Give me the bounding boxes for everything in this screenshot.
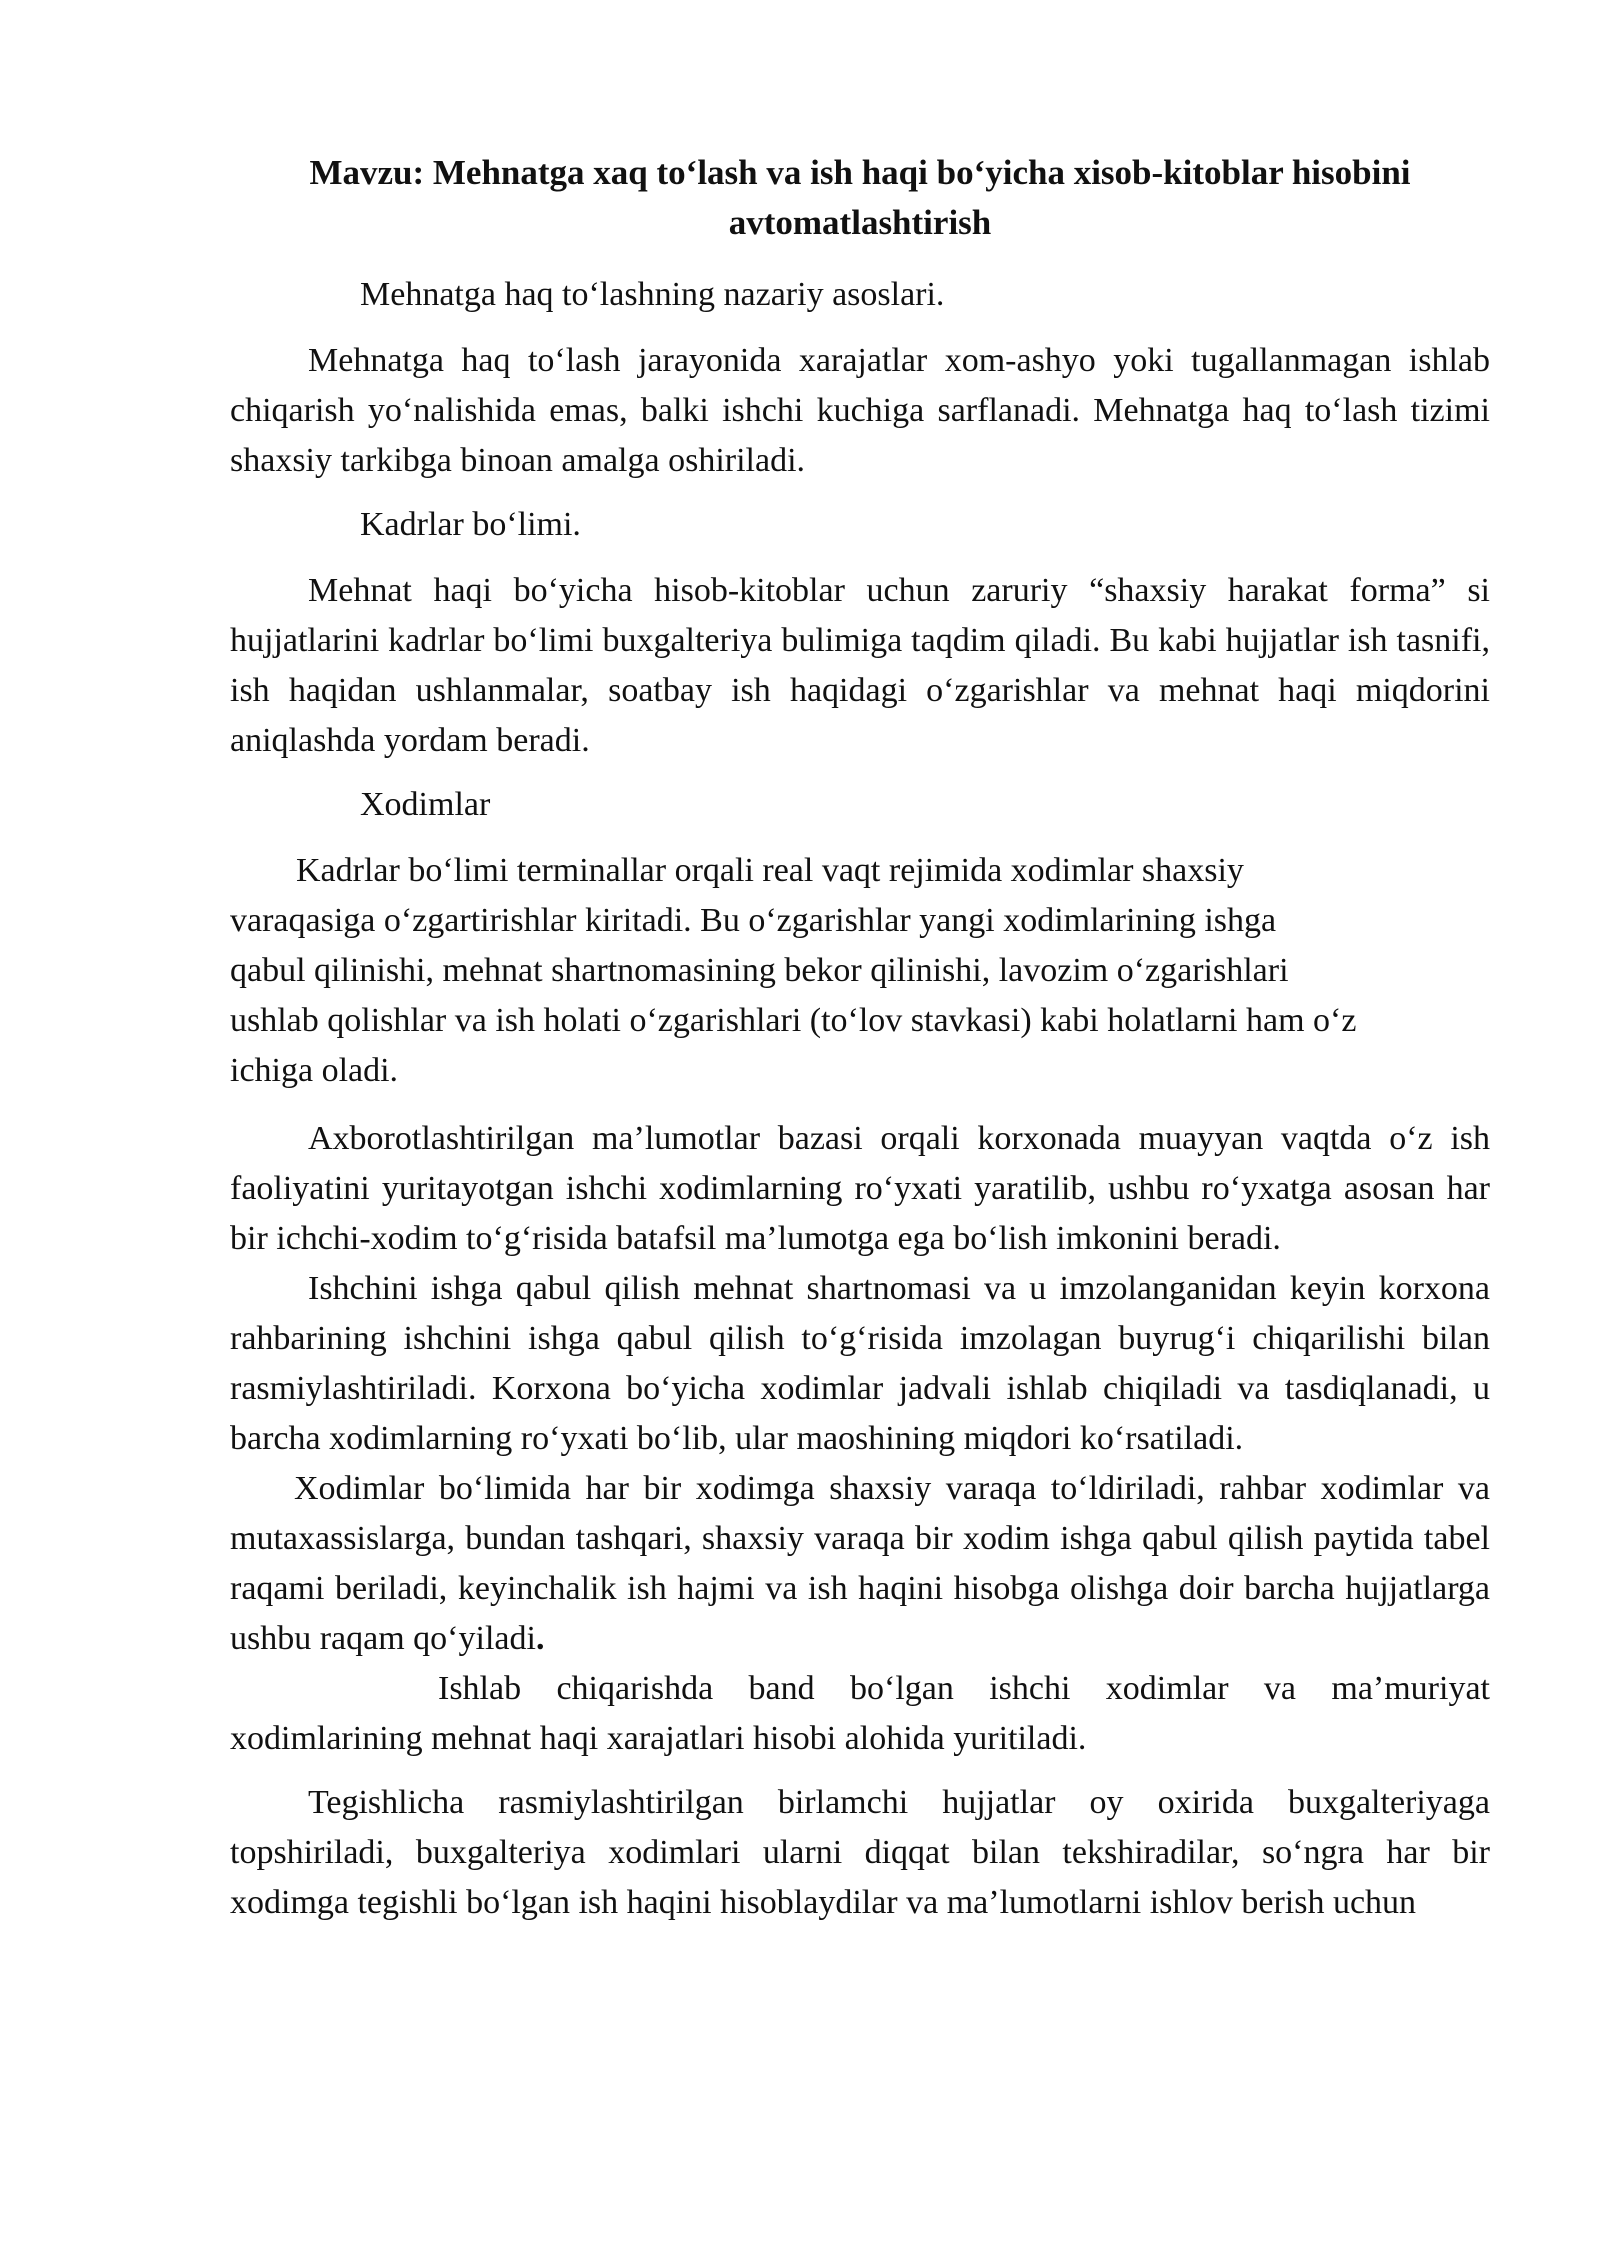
paragraph-hiring: Ishchini ishga qabul qilish mehnat shartnomasi va u imzolanganidan keyin korxona rahbarining ishchini ishga qabul qilish to‘g‘risida imzolagan buyrug‘i chiqarilishi bilan rasmiylashtiriladi. Korxona bo‘yicha xodimlar jadvali ishlab chiqiladi va tasdiqlanadi, u barcha xodimlarning ro‘yxati bo‘lib, ular maoshining miqdori ko‘rsatiladi. bbox=[230, 1270, 1490, 1457]
paragraph-line: ichiga oladi. bbox=[230, 1052, 399, 1089]
section-heading-theory: Mehnatga haq to‘lashning nazariy asoslari. bbox=[360, 276, 945, 313]
section-heading-hr-department: Kadrlar bo‘limi. bbox=[360, 506, 581, 543]
paragraph-line: qabul qilinishi, mehnat shartnomasining bekor qilinishi, lavozim o‘zgarishlari bbox=[230, 952, 1289, 989]
paragraph-personal-card bbox=[230, 1464, 1490, 1664]
document-title: Mavzu: Mehnatga xaq to‘lash va ish haqi bo‘yicha xisob-kitoblar hisobini avtomatlashtirish bbox=[309, 153, 1411, 242]
paragraph-line: varaqasiga o‘zgartirishlar kiritadi. Bu o‘zgarishlar yangi xodimlarining ishga bbox=[230, 902, 1277, 939]
paragraph-text: Xodimlar bo‘limida har bir xodimga shaxsiy varaqa to‘ldiriladi, rahbar xodimlar va mutaxassislarga, bundan tashqari, shaxsiy varaqa bir xodim ishga qabul qilish paytida tabel raqami beriladi, keyinchalik ish hajmi va ish haqini hisobga olishga doir barcha hujjatlarga ushbu raqam qo‘yiladi bbox=[230, 1470, 1490, 1657]
paragraph-primary-documents: Tegishlicha rasmiylashtirilgan birlamchi hujjatlar oy oxirida buxgalteriyaga topshiriladi, buxgalteriya xodimlari ularni diqqat bilan tekshiradilar, so‘ngra har bir xodimga tegishli bo‘lgan ish haqini hisoblaydilar va ma’lumotlarni ishlov berish uchun bbox=[230, 1784, 1490, 1921]
paragraph-end-mark: . bbox=[535, 1620, 545, 1657]
paragraph-payment-costs: Mehnatga haq to‘lash jarayonida xarajatlar xom-ashyo yoki tugallanmagan ishlab chiqarish yo‘nalishida emas, balki ishchi kuchiga sarflanadi. Mehnatga haq to‘lash tizimi shaxsiy tarkibga binoan amalga oshiriladi. bbox=[230, 342, 1490, 479]
paragraph-cost-accounting: Ishlab chiqarishda band bo‘lgan ishchi xodimlar va ma’muriyat xodimlarining mehnat haqi xarajatlari hisobi alohida yuritiladi. bbox=[230, 1670, 1490, 1757]
paragraph-line: Kadrlar bo‘limi terminallar orqali real vaqt rejimida xodimlar shaxsiy bbox=[296, 852, 1244, 889]
paragraph-database: Axborotlashtirilgan ma’lumotlar bazasi orqali korxonada muayyan vaqtda o‘z ish faoliyatini yuritayotgan ishchi xodimlarning ro‘yxati yaratilib, ushbu ro‘yxatga asosan har bir ichchi-xodim to‘g‘risida batafsil ma’lumotga ega bo‘lish imkonini beradi. bbox=[230, 1120, 1490, 1257]
document-body bbox=[230, 148, 1490, 1928]
paragraph-hr-documents: Mehnat haqi bo‘yicha hisob-kitoblar uchun zaruriy “shaxsiy harakat forma” si hujjatlarini kadrlar bo‘limi buxgalteriya bulimiga taqdim qiladi. Bu kabi hujjatlar ish tasnifi, ish haqidan ushlanmalar, soatbay ish haqidagi o‘zgarishlar va mehnat haqi miqdorini aniqlashda yordam beradi. bbox=[230, 572, 1490, 759]
paragraph-hr-terminals bbox=[230, 846, 1490, 1096]
section-heading-employees: Xodimlar bbox=[360, 786, 491, 823]
paragraph-line: ushlab qolishlar va ish holati o‘zgarishlari (to‘lov stavkasi) kabi holatlarni ham o‘z bbox=[230, 1002, 1357, 1039]
